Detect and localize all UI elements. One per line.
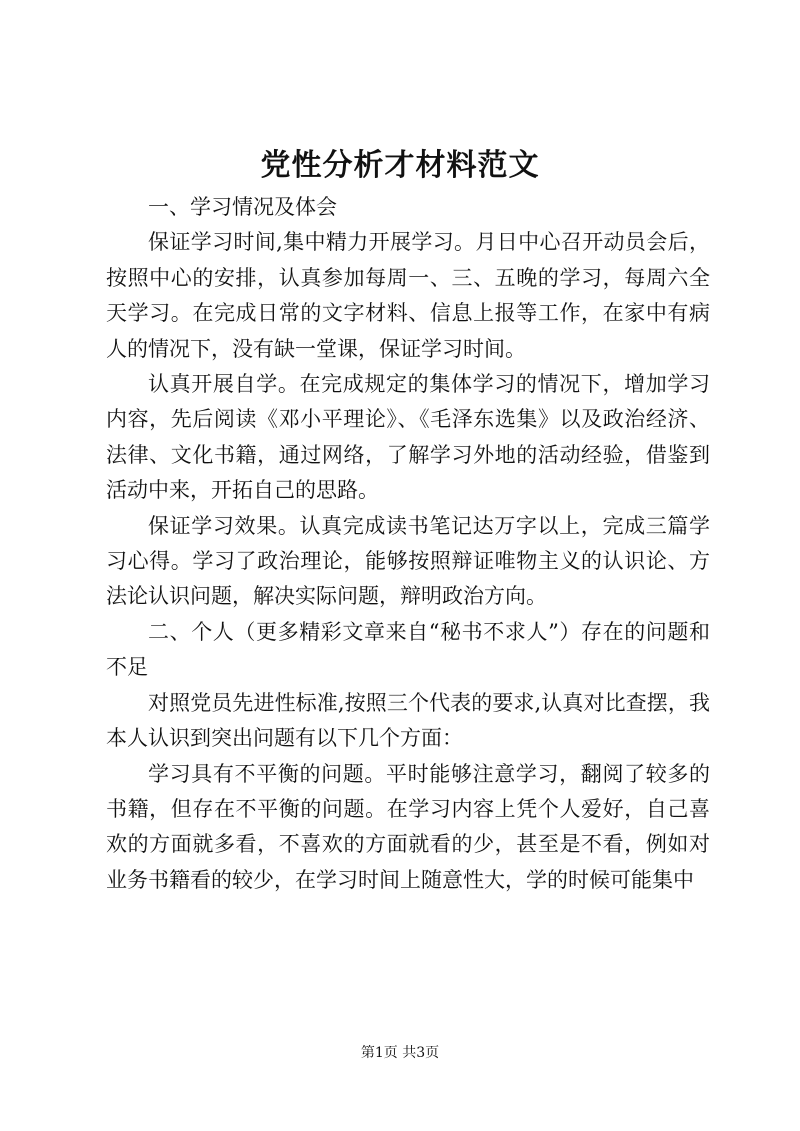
paragraph: 保证学习时间,集中精力开展学习。月日中心召开动员会后，按照中心的安排，认真参加每周一、三、五晚的学习，每周六全天学习。在完成日常的文字材料、信息上报等工作，在家中有病人的情况下，没有缺一堂课，保证学习时间。 — [106, 230, 710, 361]
page-footer: 第1页 共3页 — [360, 1045, 440, 1061]
paragraph: 对照党员先进性标准,按照三个代表的要求,认真对比查摆，我本人认识到突出问题有以下几个方面： — [106, 690, 710, 751]
section-heading-2: 二、个人（更多精彩文章来自“秘书不求人”）存在的问题和不足 — [106, 619, 710, 680]
document-body — [106, 190, 710, 898]
paragraph: 认真开展自学。在完成规定的集体学习的情况下，增加学习内容，先后阅读《邓小平理论》、《毛泽东选集》以及政治经济、法律、文化书籍，通过网络，了解学习外地的活动经验，借鉴到活动中来，开拓自己的思路。 — [106, 372, 710, 503]
paragraph: 学习具有不平衡的问题。平时能够注意学习，翻阅了较多的书籍，但存在不平衡的问题。在学习内容上凭个人爱好，自己喜欢的方面就多看，不喜欢的方面就看的少，甚至是不看，例如对业务书籍看的较少，在学习时间上随意性大，学的时候可能集中 — [106, 761, 710, 892]
paragraph: 保证学习效果。认真完成读书笔记达万字以上，完成三篇学习心得。学习了政治理论，能够按照辩证唯物主义的认识论、方法论认识问题，解决实际问题，辩明政治方向。 — [106, 513, 710, 609]
document-title: 党性分析才材料范文 — [260, 148, 540, 183]
section-heading-1: 一、学习情况及体会 — [148, 195, 337, 219]
